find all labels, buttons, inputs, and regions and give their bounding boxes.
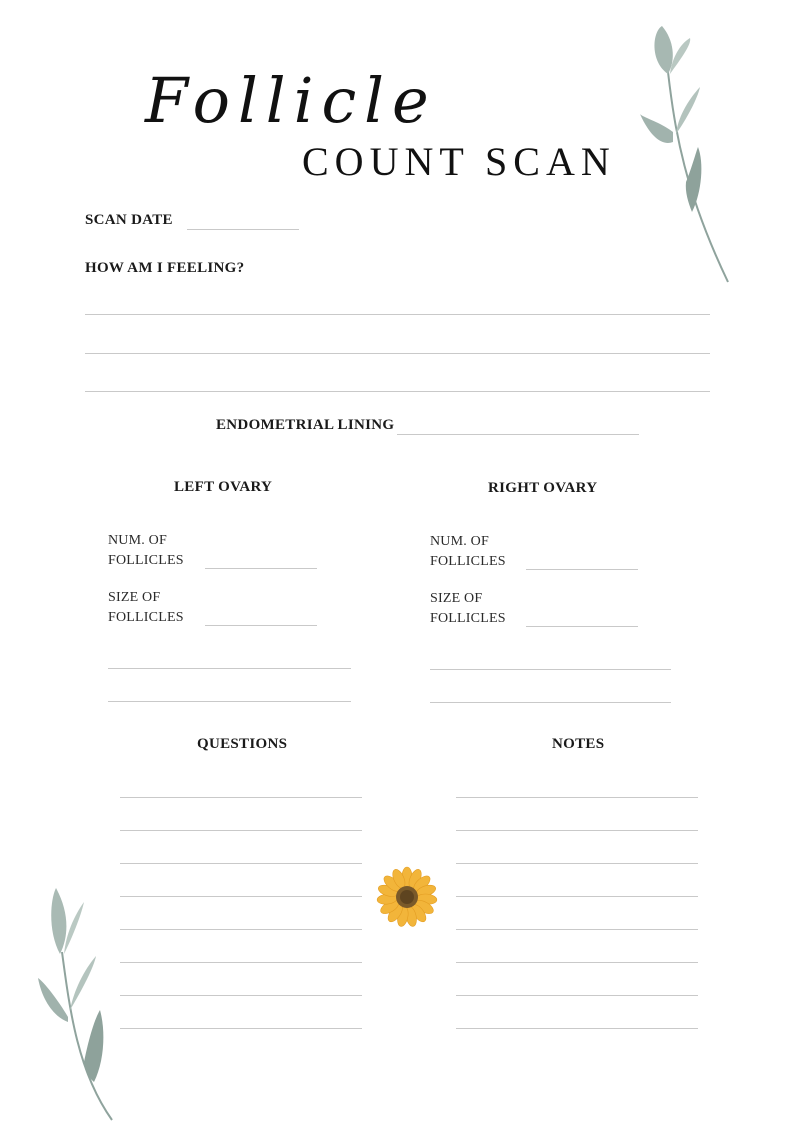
feeling-line-2[interactable] xyxy=(85,353,710,354)
questions-line[interactable] xyxy=(120,995,362,996)
right-num-line[interactable] xyxy=(526,569,638,570)
notes-line[interactable] xyxy=(456,1028,698,1029)
left-size-label-line1: SIZE OF xyxy=(108,590,161,605)
left-num-label xyxy=(108,531,184,571)
right-extra-line-2[interactable] xyxy=(430,702,671,703)
notes-line[interactable] xyxy=(456,863,698,864)
left-size-line[interactable] xyxy=(205,625,317,626)
questions-line[interactable] xyxy=(120,1028,362,1029)
left-num-label-line1: NUM. OF xyxy=(108,533,167,548)
questions-line[interactable] xyxy=(120,896,362,897)
title-subtitle: COUNT SCAN xyxy=(302,139,616,184)
endometrial-label: ENDOMETRIAL LINING xyxy=(216,417,395,433)
notes-line[interactable] xyxy=(456,929,698,930)
left-size-label-line2: FOLLICLES xyxy=(108,610,184,625)
left-extra-line-2[interactable] xyxy=(108,701,351,702)
notes-line[interactable] xyxy=(456,962,698,963)
left-num-line[interactable] xyxy=(205,568,317,569)
right-size-label-line2: FOLLICLES xyxy=(430,611,506,626)
endometrial-line[interactable] xyxy=(397,434,639,435)
questions-line[interactable] xyxy=(120,962,362,963)
notes-line[interactable] xyxy=(456,797,698,798)
questions-line[interactable] xyxy=(120,797,362,798)
right-num-label xyxy=(430,532,506,572)
left-extra-line-1[interactable] xyxy=(108,668,351,669)
left-size-label xyxy=(108,588,184,628)
notes-line[interactable] xyxy=(456,896,698,897)
right-ovary-title: RIGHT OVARY xyxy=(488,480,598,496)
questions-line[interactable] xyxy=(120,830,362,831)
feeling-line-1[interactable] xyxy=(85,314,710,315)
right-num-label-line2: FOLLICLES xyxy=(430,554,506,569)
feeling-line-3[interactable] xyxy=(85,391,710,392)
right-num-label-line1: NUM. OF xyxy=(430,534,489,549)
title-script: Follicle xyxy=(145,64,437,137)
notes-line[interactable] xyxy=(456,830,698,831)
left-ovary-title: LEFT OVARY xyxy=(174,479,273,495)
scan-date-line[interactable] xyxy=(187,229,299,230)
questions-line[interactable] xyxy=(120,863,362,864)
scan-date-label: SCAN DATE xyxy=(85,212,173,228)
eucalyptus-branch-icon xyxy=(30,882,130,1127)
eucalyptus-branch-icon xyxy=(630,22,740,292)
questions-line[interactable] xyxy=(120,929,362,930)
feeling-label: HOW AM I FEELING? xyxy=(85,260,245,276)
notes-title: NOTES xyxy=(552,736,605,752)
sunflower-icon xyxy=(376,866,438,928)
notes-line[interactable] xyxy=(456,995,698,996)
right-size-label xyxy=(430,589,506,629)
right-size-label-line1: SIZE OF xyxy=(430,591,483,606)
right-size-line[interactable] xyxy=(526,626,638,627)
questions-title: QUESTIONS xyxy=(197,736,288,752)
left-num-label-line2: FOLLICLES xyxy=(108,553,184,568)
right-extra-line-1[interactable] xyxy=(430,669,671,670)
